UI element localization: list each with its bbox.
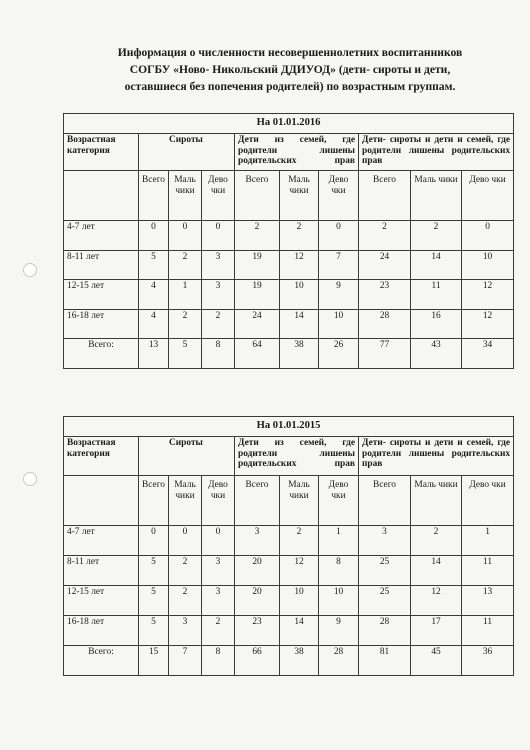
- cell: 0: [139, 526, 169, 556]
- cell: 2: [235, 221, 280, 251]
- table-row: [64, 250, 514, 280]
- cell: 3: [202, 280, 235, 310]
- cell: 10: [280, 280, 319, 310]
- cell: 1: [462, 526, 514, 556]
- cell: 11: [462, 616, 514, 646]
- row-label: 12-15 лет: [64, 586, 139, 616]
- cell: 3: [202, 586, 235, 616]
- table-row-total: [64, 646, 514, 676]
- cell: 20: [235, 556, 280, 586]
- header-boys: Маль чики: [169, 171, 202, 221]
- cell: 5: [139, 616, 169, 646]
- header-total: Всего: [139, 476, 169, 526]
- cell: 0: [319, 221, 359, 251]
- table-row: [64, 586, 514, 616]
- cell: 23: [359, 280, 411, 310]
- cell: 2: [169, 556, 202, 586]
- cell: 0: [202, 221, 235, 251]
- table-2015: [63, 416, 514, 676]
- cell: 24: [359, 250, 411, 280]
- cell: 2: [411, 526, 462, 556]
- cell: 8: [202, 646, 235, 676]
- row-label: 8-11 лет: [64, 250, 139, 280]
- cell: 10: [462, 250, 514, 280]
- header-girls: Дево чки: [202, 476, 235, 526]
- cell: 5: [139, 250, 169, 280]
- table-row-total: [64, 339, 514, 369]
- cell: 5: [139, 586, 169, 616]
- cell: 28: [359, 309, 411, 339]
- cell: 64: [235, 339, 280, 369]
- cell: 77: [359, 339, 411, 369]
- cell: 5: [139, 556, 169, 586]
- punch-hole-top: [23, 263, 37, 277]
- cell: 12: [411, 586, 462, 616]
- cell: 0: [139, 221, 169, 251]
- header-empty: [64, 171, 139, 221]
- cell: 23: [235, 616, 280, 646]
- header-boys: Маль чики: [169, 476, 202, 526]
- cell: 14: [411, 556, 462, 586]
- cell: 7: [319, 250, 359, 280]
- cell: 14: [411, 250, 462, 280]
- header-total: Всего: [359, 171, 411, 221]
- cell: 9: [319, 280, 359, 310]
- cell: 9: [319, 616, 359, 646]
- cell: 3: [169, 616, 202, 646]
- table-date: На 01.01.2016: [64, 114, 514, 134]
- header-orphans: Сироты: [139, 437, 235, 476]
- cell: 24: [235, 309, 280, 339]
- cell: 1: [169, 280, 202, 310]
- row-label: 4-7 лет: [64, 221, 139, 251]
- header-empty: [64, 476, 139, 526]
- cell: 5: [169, 339, 202, 369]
- table-row: [64, 221, 514, 251]
- header-boys: Маль чики: [411, 171, 462, 221]
- header-total: Всего: [235, 476, 280, 526]
- cell: 81: [359, 646, 411, 676]
- cell: 36: [462, 646, 514, 676]
- cell: 26: [319, 339, 359, 369]
- cell: 14: [280, 616, 319, 646]
- cell: 0: [202, 526, 235, 556]
- header-total: Всего: [139, 171, 169, 221]
- cell: 2: [169, 250, 202, 280]
- cell: 12: [280, 250, 319, 280]
- header-orphans-deprived: Дети- сироты и дети и семей, где родители лишены родительских прав: [359, 437, 514, 476]
- header-girls: Дево чки: [462, 476, 514, 526]
- header-deprived: Дети из семей, где родители лишены родительских прав: [235, 437, 359, 476]
- cell: 28: [359, 616, 411, 646]
- cell: 16: [411, 309, 462, 339]
- cell: 19: [235, 250, 280, 280]
- title-line: Информация о численности несовершеннолетних воспитанников: [117, 46, 463, 59]
- header-girls: Дево чки: [319, 476, 359, 526]
- cell: 3: [235, 526, 280, 556]
- cell: 28: [319, 646, 359, 676]
- row-label: 4-7 лет: [64, 526, 139, 556]
- cell: 2: [280, 526, 319, 556]
- header-orphans: Сироты: [139, 134, 235, 171]
- cell: 20: [235, 586, 280, 616]
- row-label: 16-18 лет: [64, 616, 139, 646]
- cell: 2: [411, 221, 462, 251]
- header-boys: Маль чики: [411, 476, 462, 526]
- cell: 2: [169, 309, 202, 339]
- cell: 34: [462, 339, 514, 369]
- cell: 12: [462, 280, 514, 310]
- header-total: Всего: [235, 171, 280, 221]
- row-label: 12-15 лет: [64, 280, 139, 310]
- table-row: [64, 616, 514, 646]
- table-row: [64, 280, 514, 310]
- cell: 38: [280, 339, 319, 369]
- cell: 3: [359, 526, 411, 556]
- cell: 2: [169, 586, 202, 616]
- cell: 14: [280, 309, 319, 339]
- header-girls: Дево чки: [462, 171, 514, 221]
- header-deprived: Дети из семей, где родители лишены родительских прав: [235, 134, 359, 171]
- cell: 0: [169, 221, 202, 251]
- cell: 7: [169, 646, 202, 676]
- table-2016: [63, 113, 514, 369]
- cell: 0: [169, 526, 202, 556]
- table-row: [64, 309, 514, 339]
- cell: 66: [235, 646, 280, 676]
- cell: 10: [319, 309, 359, 339]
- header-category: Возрастная категория: [64, 437, 139, 476]
- table-row: [64, 526, 514, 556]
- cell: 8: [319, 556, 359, 586]
- cell: 25: [359, 556, 411, 586]
- cell: 13: [462, 586, 514, 616]
- header-boys: Маль чики: [280, 171, 319, 221]
- table-date: На 01.01.2015: [64, 417, 514, 437]
- cell: 43: [411, 339, 462, 369]
- row-label: Всего:: [64, 646, 139, 676]
- cell: 0: [462, 221, 514, 251]
- cell: 4: [139, 280, 169, 310]
- cell: 2: [359, 221, 411, 251]
- punch-hole-bottom: [23, 472, 37, 486]
- header-girls: Дево чки: [319, 171, 359, 221]
- cell: 2: [280, 221, 319, 251]
- title-line: СОГБУ «Ново- Никольский ДДИУОД» (дети- сироты и дети,: [129, 63, 451, 76]
- cell: 10: [319, 586, 359, 616]
- cell: 2: [202, 616, 235, 646]
- cell: 19: [235, 280, 280, 310]
- cell: 12: [462, 309, 514, 339]
- cell: 1: [319, 526, 359, 556]
- cell: 11: [411, 280, 462, 310]
- cell: 4: [139, 309, 169, 339]
- cell: 38: [280, 646, 319, 676]
- row-label: Всего:: [64, 339, 139, 369]
- cell: 25: [359, 586, 411, 616]
- header-boys: Маль чики: [280, 476, 319, 526]
- header-orphans-deprived: Дети- сироты и дети и семей, где родители лишены родительских прав: [359, 134, 514, 171]
- cell: 17: [411, 616, 462, 646]
- cell: 12: [280, 556, 319, 586]
- header-category: Возрастная категория: [64, 134, 139, 171]
- document-title: [80, 44, 500, 95]
- cell: 2: [202, 309, 235, 339]
- cell: 45: [411, 646, 462, 676]
- cell: 3: [202, 556, 235, 586]
- header-girls: Дево чки: [202, 171, 235, 221]
- row-label: 16-18 лет: [64, 309, 139, 339]
- cell: 11: [462, 556, 514, 586]
- cell: 15: [139, 646, 169, 676]
- row-label: 8-11 лет: [64, 556, 139, 586]
- cell: 13: [139, 339, 169, 369]
- header-total: Всего: [359, 476, 411, 526]
- cell: 3: [202, 250, 235, 280]
- cell: 8: [202, 339, 235, 369]
- table-row: [64, 556, 514, 586]
- cell: 10: [280, 586, 319, 616]
- title-line: оставшиеся без попечения родителей) по возрастным группам.: [124, 80, 456, 93]
